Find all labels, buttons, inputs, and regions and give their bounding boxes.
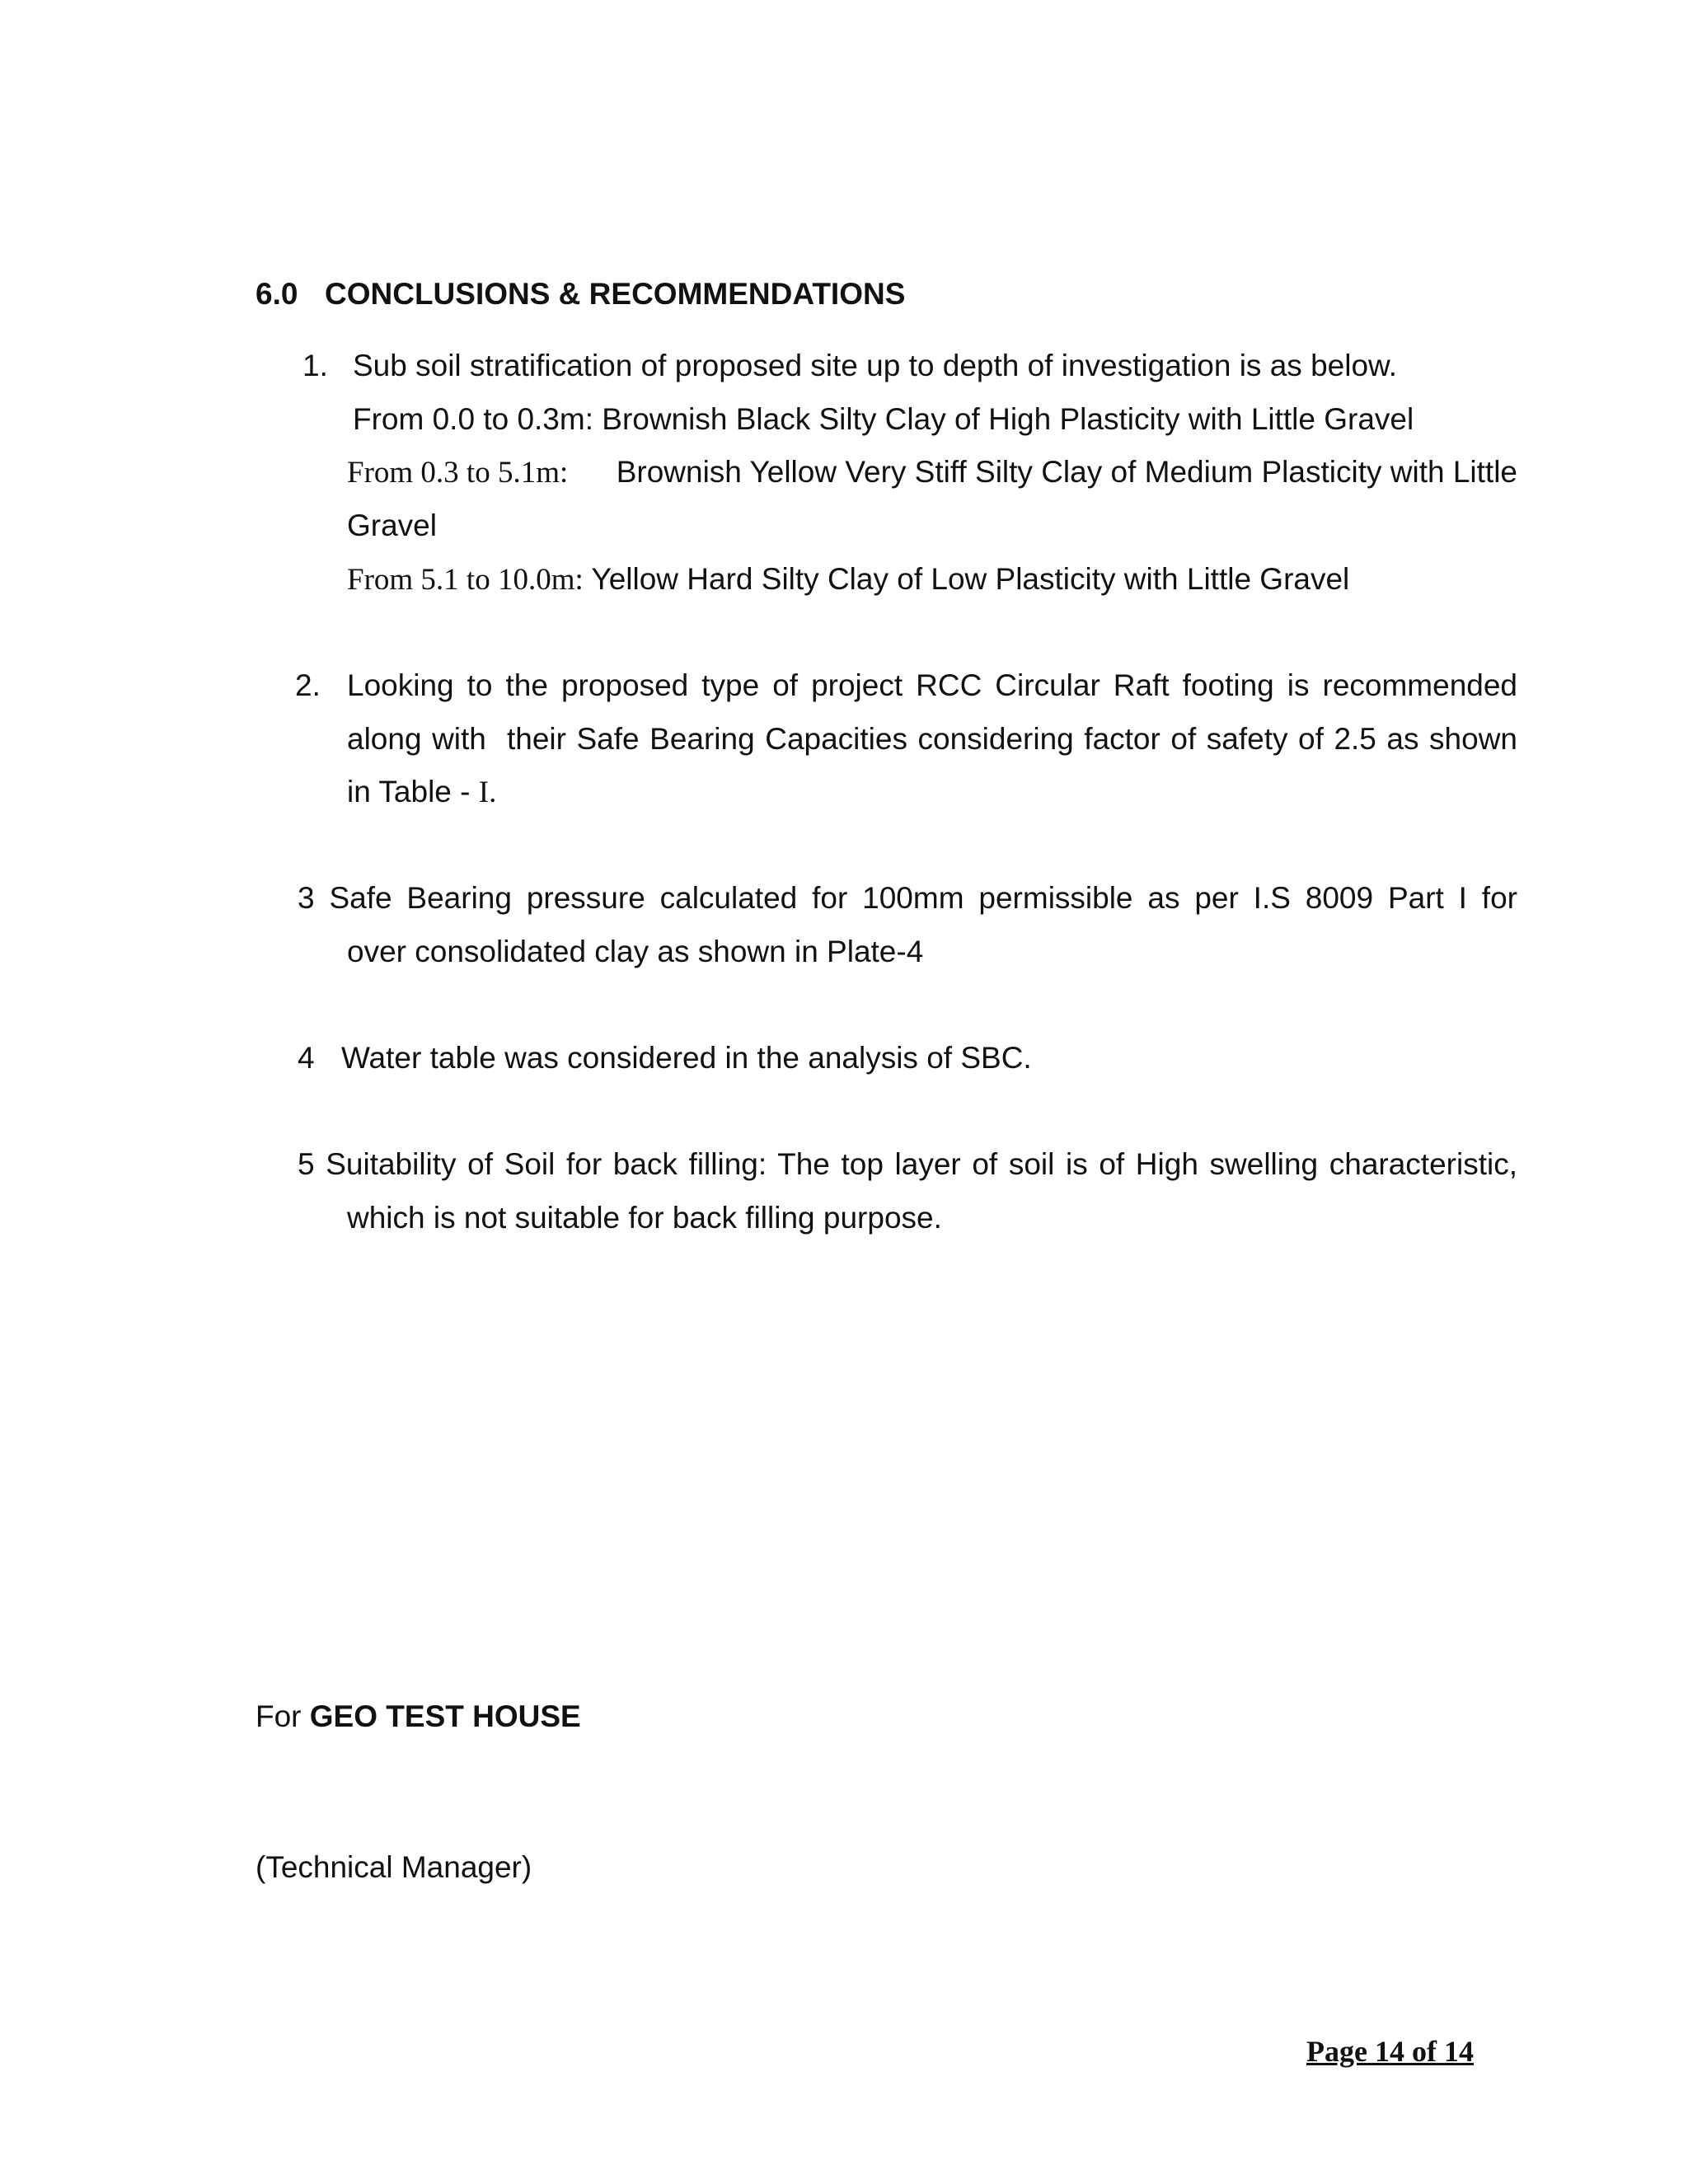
item-3-line-1	[298, 881, 1517, 916]
section-heading	[256, 277, 905, 312]
signature-role: (Technical Manager)	[256, 1850, 532, 1884]
layer-1-range: From 0.0 to 0.3m:	[353, 402, 593, 436]
item-1-text: Sub soil stratification of proposed site up to depth of investigation is as below.	[353, 349, 1397, 382]
item-2-line-1	[347, 668, 1517, 703]
item-5-line-1	[298, 1147, 1517, 1182]
company-name: GEO TEST HOUSE	[309, 1699, 581, 1733]
item-2-line-2-text: along with their Safe Bearing Capacities considering factor of safety of 2.5 as shown	[347, 722, 1517, 756]
signature-prefix: For	[256, 1699, 310, 1733]
item-4-marker: 4	[298, 1041, 315, 1075]
item-2-line-1-text: Looking to the proposed type of project RCC Circular Raft footing is recommended	[347, 668, 1517, 702]
layer-2-continuation: Gravel	[347, 509, 437, 542]
layer-3-range: From 5.1 to 10.0m:	[347, 563, 584, 597]
table-reference: I.	[478, 776, 497, 809]
layer-2-range: From 0.3 to 5.1m:	[347, 456, 569, 490]
section-title: CONCLUSIONS & RECOMMENDATIONS	[325, 277, 906, 311]
item-2-line-3-text: in Table -	[347, 775, 479, 808]
item-2-line-3	[347, 775, 496, 810]
layer-2	[347, 455, 1517, 490]
page-number: Page 14 of 14	[1306, 2035, 1474, 2068]
item-3-line-1-text: 3 Safe Bearing pressure calculated for 100mm permissible as per I.S 8009 Part I for	[298, 881, 1517, 915]
item-4-text: Water table was considered in the analysis of SBC.	[341, 1041, 1032, 1075]
layer-2-description: Brownish Yellow Very Stiff Silty Clay of Medium Plasticity with Little	[616, 455, 1517, 489]
layer-1-description: Brownish Black Silty Clay of High Plasticity with Little Gravel	[602, 402, 1414, 436]
signature-company-line	[256, 1699, 581, 1734]
layer-3	[347, 562, 1349, 598]
item-2-marker: 2.	[295, 668, 321, 702]
item-2-line-2	[347, 722, 1517, 757]
item-5-line-2: which is not suitable for back filling purpose.	[347, 1201, 942, 1235]
item-5-line-1-text: 5 Suitability of Soil for back filling: The top layer of soil is of High swelling characteristic,	[298, 1147, 1517, 1181]
layer-3-description: Yellow Hard Silty Clay of Low Plasticity with Little Gravel	[591, 562, 1350, 596]
layer-1	[353, 402, 1414, 437]
item-1-marker: 1.	[302, 349, 328, 382]
item-3-line-2: over consolidated clay as shown in Plate-4	[347, 935, 924, 968]
section-number: 6.0	[256, 277, 298, 311]
